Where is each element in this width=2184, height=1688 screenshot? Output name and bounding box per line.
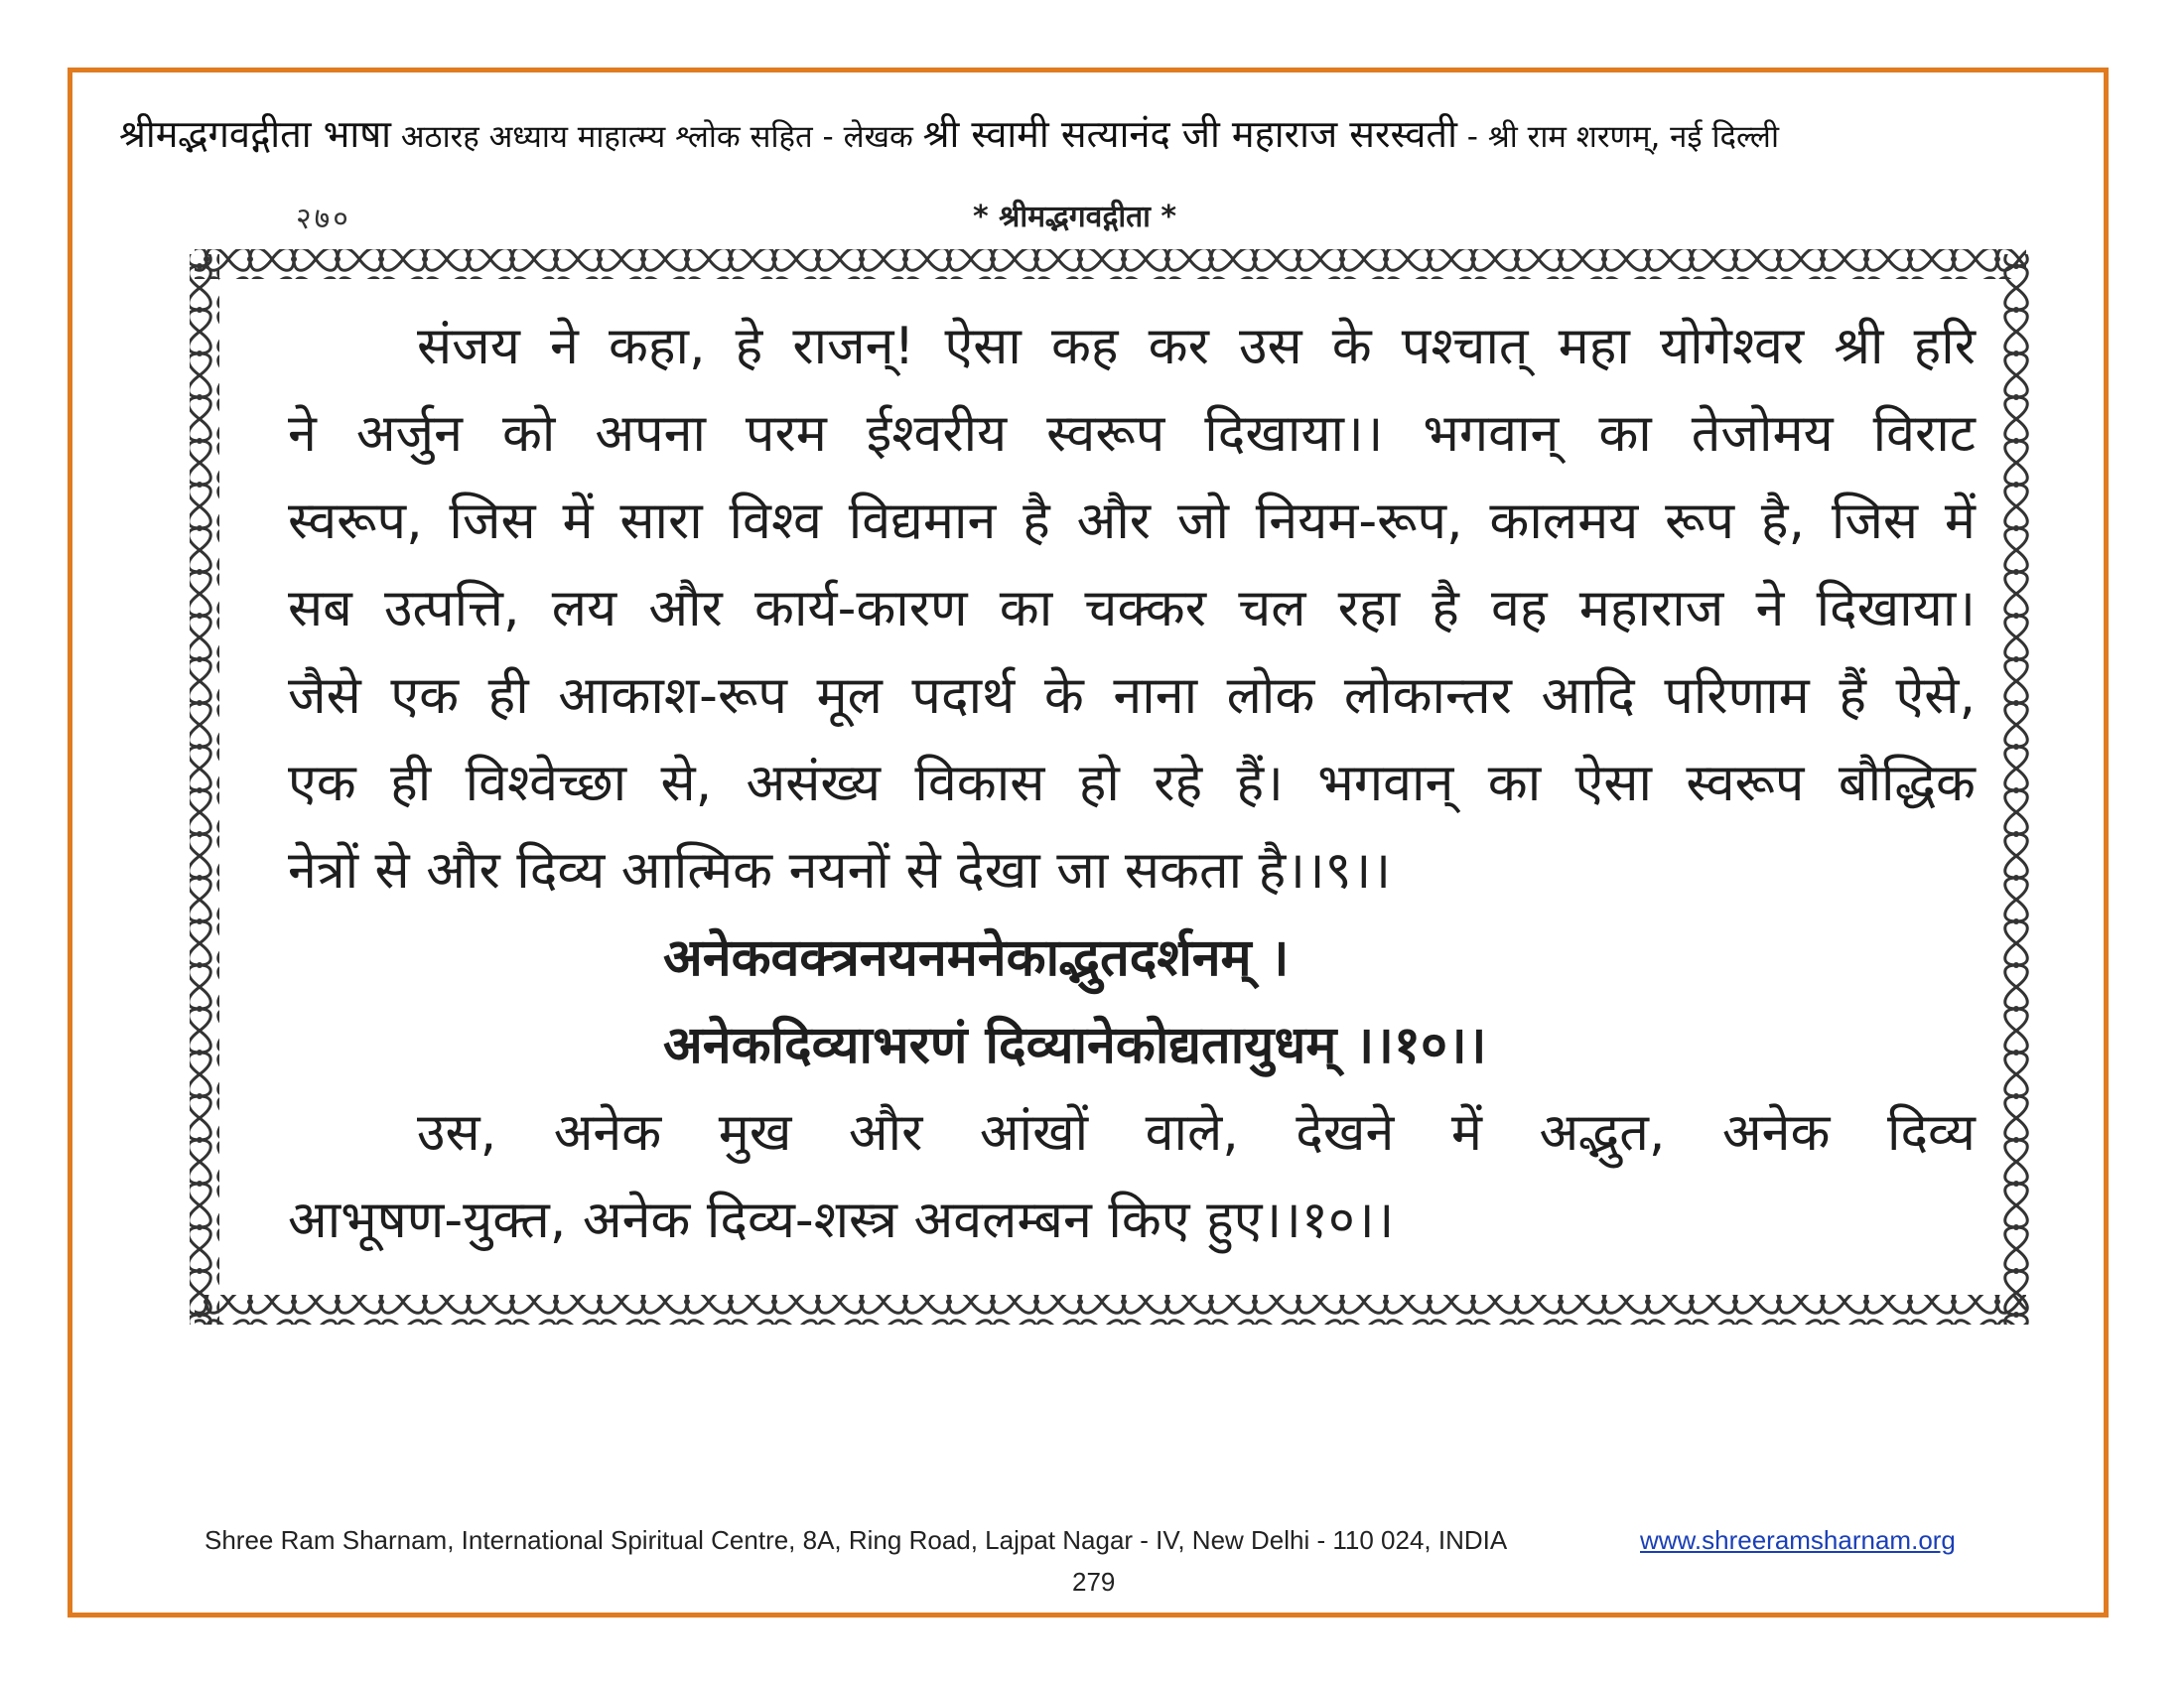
header-publisher: - श्री राम शरणम्, नई दिल्ली <box>1466 119 1779 155</box>
paragraph-line: सब उत्पत्ति, लय और कार्य-कारण का चक्कर चल रहा है वह महाराज ने दिखाया। <box>288 579 1976 638</box>
verse-line: अनेकदिव्याभरणं दिव्यानेकोद्यतायुधम् ।।१०।। <box>663 1016 1487 1075</box>
header-subtitle: अठारह अध्याय माहात्म्य श्लोक सहित - लेखक <box>400 119 913 155</box>
website-link[interactable]: www.shreeramsharnam.org <box>1640 1525 1956 1555</box>
paragraph-line: आभूषण-युक्त, अनेक दिव्य-शस्त्र अवलम्बन किए हुए।।१०।। <box>288 1191 1395 1250</box>
paragraph-line: नेत्रों से और दिव्य आत्मिक नयनों से देखा जा सकता है।।९।। <box>288 841 1392 901</box>
paragraph-line: जैसे एक ही आकाश-रूप मूल पदार्थ के नाना लोक लोकान्तर आदि परिणाम हैं ऐसे, <box>288 666 1976 726</box>
header-author: श्री स्वामी सत्यानंद जी महाराज सरस्वती <box>922 112 1457 156</box>
paragraph-line: ने अर्जुन को अपना परम ईश्वरीय स्वरूप दिखाया।। भगवान् का तेजोमय विराट <box>288 404 1976 464</box>
paragraph-line: उस, अनेक मुख और आंखों वाले, देखने में अद्भुत, अनेक दिव्य <box>417 1103 1976 1163</box>
paragraph-line: एक ही विश्वेच्छा से, असंख्य विकास हो रहे हैं। भगवान् का ऐसा स्वरूप बौद्धिक <box>288 754 1976 813</box>
verse-line: अनेकवक्त्रनयनमनेकाद्भुतदर्शनम् । <box>663 928 1290 988</box>
paragraph-line: स्वरूप, जिस में सारा विश्व विद्यमान है और जो नियम-रूप, कालमय रूप है, जिस में <box>288 492 1977 551</box>
running-title: * श्रीमद्भगवद्गीता * <box>973 200 1177 234</box>
book-page-number: २७० <box>296 202 351 236</box>
scan-text-block <box>288 303 1976 1264</box>
paragraph-line: संजय ने कहा, हे राजन्! ऐसा कह कर उस के पश्चात् महा योगेश्वर श्री हरि <box>417 317 1976 376</box>
page-header <box>119 107 2075 159</box>
page-number: 279 <box>1072 1567 1116 1597</box>
header-book-title: श्रीमद्भगवद्गीता भाषा <box>119 112 392 156</box>
footer-address: Shree Ram Sharnam, International Spiritual Centre, 8A, Ring Road, Lajpat Nagar - IV, New Delhi - 110 024, INDIA <box>205 1525 1508 1555</box>
